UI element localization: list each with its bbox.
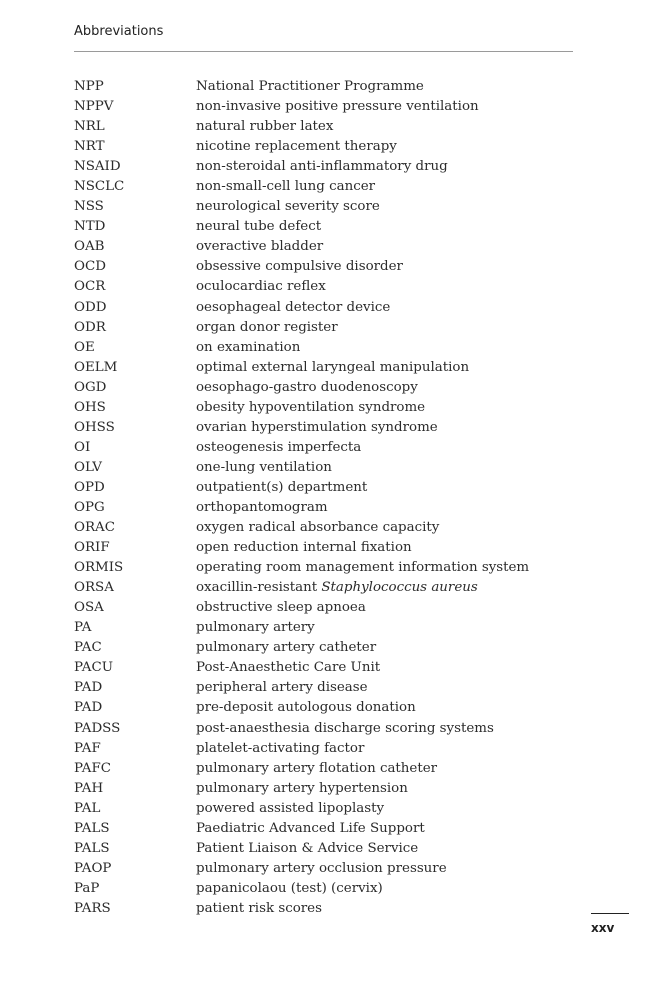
list-item <box>74 219 574 239</box>
list-item <box>74 841 574 861</box>
definition-text: oxygen radical absorbance capacity <box>196 520 440 536</box>
definition-text: pulmonary artery <box>196 620 315 636</box>
abbreviation-definition <box>196 520 439 535</box>
abbreviation-term: ODD <box>74 299 107 315</box>
list-item <box>74 340 574 360</box>
definition-text: neural tube defect <box>196 219 322 235</box>
abbreviation-term: ODR <box>74 319 106 335</box>
abbreviation-definition <box>196 400 425 415</box>
list-item <box>74 440 574 460</box>
definition-text: one-lung ventilation <box>196 459 332 475</box>
list-item <box>74 700 574 720</box>
abbreviation-term: PALS <box>74 840 110 856</box>
abbreviation-definition <box>196 119 333 134</box>
abbreviation-definition <box>196 861 447 876</box>
abbreviation-definition <box>196 259 403 274</box>
definition-text: platelet-activating factor <box>196 740 365 756</box>
abbreviation-term: OPG <box>74 499 105 515</box>
abbreviation-term: OCD <box>74 259 106 275</box>
list-item <box>74 259 574 279</box>
abbreviation-term: NPP <box>74 79 104 94</box>
list-item <box>74 620 574 640</box>
abbreviation-definition <box>196 700 416 715</box>
definition-text: operating room management information system <box>196 560 530 576</box>
definition-text: pulmonary artery occlusion pressure <box>196 860 447 876</box>
definition-text: open reduction internal fixation <box>196 540 412 556</box>
definition-text: papanicolaou (test) (cervix) <box>196 880 383 896</box>
abbreviation-term: PA <box>74 620 92 636</box>
abbreviation-term: OSA <box>74 600 104 616</box>
list-item <box>74 721 574 741</box>
abbreviation-definition <box>196 680 368 695</box>
list-item <box>74 640 574 660</box>
list-item <box>74 881 574 901</box>
list-item <box>74 821 574 841</box>
definition-text: optimal external laryngeal manipulation <box>196 359 470 375</box>
definition-text: pre-deposit autologous donation <box>196 700 416 716</box>
definition-text: oesophago-gastro duodenoscopy <box>196 379 418 395</box>
definition-text: nicotine replacement therapy <box>196 139 397 155</box>
abbreviation-definition <box>196 781 408 796</box>
definition-text: non-small-cell lung cancer <box>196 179 376 195</box>
abbreviation-term: NSCLC <box>74 179 125 195</box>
definition-text: on examination <box>196 339 301 355</box>
abbreviation-term: PAOP <box>74 860 112 876</box>
abbreviation-term: PAD <box>74 700 103 716</box>
definition-text: Patient Liaison & Advice Service <box>196 840 419 856</box>
definition-text: obstructive sleep apnoea <box>196 600 366 616</box>
abbreviation-term: OCR <box>74 279 106 295</box>
definition-text: patient risk scores <box>196 900 322 916</box>
abbreviation-term: ORIF <box>74 540 110 556</box>
list-item <box>74 901 574 921</box>
list-item <box>74 861 574 881</box>
list-item <box>74 420 574 440</box>
list-item <box>74 580 574 600</box>
abbreviation-term: OE <box>74 339 95 355</box>
abbreviation-term: PADSS <box>74 720 121 736</box>
abbreviation-term: PAH <box>74 780 104 796</box>
list-item <box>74 139 574 159</box>
abbreviation-definition <box>196 620 315 635</box>
abbreviation-definition <box>196 460 332 475</box>
abbreviation-definition <box>196 440 361 455</box>
abbreviation-term: PALS <box>74 820 110 836</box>
list-item <box>74 540 574 560</box>
folio-rule <box>591 913 629 914</box>
abbreviation-definition <box>196 721 494 736</box>
list-item <box>74 801 574 821</box>
abbreviation-definition <box>196 660 380 675</box>
abbreviation-definition <box>196 741 364 756</box>
abbreviation-term: NSAID <box>74 159 121 175</box>
list-item <box>74 781 574 801</box>
abbreviation-definition <box>196 560 529 575</box>
abbreviation-term: OAB <box>74 239 105 255</box>
abbreviation-definition <box>196 199 380 214</box>
abbreviation-definition <box>196 99 479 114</box>
definition-text: neurological severity score <box>196 199 380 215</box>
abbreviation-definition <box>196 139 397 154</box>
header-rule <box>74 51 573 52</box>
definition-text: obesity hypoventilation syndrome <box>196 399 426 415</box>
abbreviation-definition <box>196 219 321 234</box>
definition-text: orthopantomogram <box>196 499 328 515</box>
abbreviation-definition <box>196 420 438 435</box>
list-item <box>74 199 574 219</box>
abbreviation-term: PAFC <box>74 760 111 776</box>
list-item <box>74 520 574 540</box>
list-item <box>74 741 574 761</box>
definition-text: overactive bladder <box>196 239 324 255</box>
definition-text: organ donor register <box>196 319 338 335</box>
abbreviation-term: OLV <box>74 459 102 475</box>
abbreviation-term: NSS <box>74 199 104 215</box>
list-item <box>74 179 574 199</box>
definition-text: outpatient(s) department <box>196 479 368 495</box>
abbreviation-definition <box>196 540 412 555</box>
abbreviation-definition <box>196 500 328 515</box>
abbreviation-definition <box>196 79 424 94</box>
definition-text: pulmonary artery catheter <box>196 640 377 656</box>
abbreviation-definition <box>196 480 367 495</box>
definition-text: powered assisted lipoplasty <box>196 800 385 816</box>
abbreviation-term: NRL <box>74 119 105 135</box>
abbreviation-term: NPPV <box>74 99 114 115</box>
definition-text: non-steroidal anti-inflammatory drug <box>196 159 448 175</box>
abbreviation-definition <box>196 640 376 655</box>
abbreviation-definition <box>196 380 418 395</box>
definition-text: osteogenesis imperfecta <box>196 439 362 455</box>
list-item <box>74 79 574 99</box>
list-item <box>74 239 574 259</box>
abbreviation-term: ORAC <box>74 520 115 536</box>
list-item <box>74 560 574 580</box>
list-item <box>74 119 574 139</box>
abbreviation-definition <box>196 761 437 776</box>
list-item <box>74 500 574 520</box>
abbreviation-term: PAF <box>74 740 101 756</box>
list-item <box>74 380 574 400</box>
definition-text: natural rubber latex <box>196 119 334 135</box>
abbreviation-definition <box>196 179 375 194</box>
abbreviation-definition <box>196 801 384 816</box>
definition-italic-text: Staphylococcus aureus <box>321 580 478 596</box>
list-item <box>74 159 574 179</box>
abbreviation-term: OHSS <box>74 419 115 435</box>
definition-text: Paediatric Advanced Life Support <box>196 820 425 836</box>
abbreviation-definition <box>196 881 383 896</box>
abbreviation-term: NTD <box>74 219 106 235</box>
abbreviation-term: OI <box>74 439 91 455</box>
definition-text: Post-Anaesthetic Care Unit <box>196 660 381 676</box>
list-item <box>74 680 574 700</box>
abbreviation-definition <box>196 600 366 615</box>
abbreviation-definition <box>196 239 323 254</box>
definition-text: National Practitioner Programme <box>196 79 424 94</box>
list-item <box>74 279 574 299</box>
definition-text: oxacillin-resistant <box>196 580 322 596</box>
list-item <box>74 460 574 480</box>
list-item <box>74 320 574 340</box>
list-item <box>74 660 574 680</box>
definition-text: non-invasive positive pressure ventilation <box>196 99 479 115</box>
abbreviation-term: PAC <box>74 640 102 656</box>
abbreviation-term: OHS <box>74 399 106 415</box>
abbreviation-definition <box>196 360 469 375</box>
abbreviation-term: PACU <box>74 660 113 676</box>
abbreviation-term: PAL <box>74 800 101 816</box>
definition-text: oesophageal detector device <box>196 299 391 315</box>
running-head: Abbreviations <box>74 24 164 39</box>
abbreviation-term: PARS <box>74 900 111 916</box>
abbreviation-definition <box>196 340 300 355</box>
definition-text: oculocardiac reflex <box>196 279 326 295</box>
abbreviation-definition <box>196 580 478 595</box>
abbreviation-definition <box>196 159 448 174</box>
definition-text: post-anaesthesia discharge scoring systems <box>196 720 494 736</box>
list-item <box>74 300 574 320</box>
page-number: xxv <box>591 921 615 935</box>
abbreviation-list <box>74 79 574 921</box>
abbreviation-term: PAD <box>74 680 103 696</box>
list-item <box>74 99 574 119</box>
list-item <box>74 480 574 500</box>
definition-text: pulmonary artery hypertension <box>196 780 408 796</box>
abbreviation-definition <box>196 901 322 916</box>
abbreviation-term: ORMIS <box>74 560 124 576</box>
abbreviation-definition <box>196 320 338 335</box>
list-item <box>74 360 574 380</box>
abbreviation-definition <box>196 300 390 315</box>
abbreviation-term: ORSA <box>74 580 114 596</box>
definition-text: obsessive compulsive disorder <box>196 259 403 275</box>
list-item <box>74 400 574 420</box>
abbreviation-term: PaP <box>74 880 100 896</box>
abbreviation-term: NRT <box>74 139 105 155</box>
abbreviation-definition <box>196 821 425 836</box>
abbreviation-definition <box>196 841 418 856</box>
abbreviation-term: OPD <box>74 479 105 495</box>
list-item <box>74 761 574 781</box>
abbreviation-term: OELM <box>74 359 118 375</box>
definition-text: ovarian hyperstimulation syndrome <box>196 419 438 435</box>
list-item <box>74 600 574 620</box>
definition-text: pulmonary artery flotation catheter <box>196 760 438 776</box>
definition-text: peripheral artery disease <box>196 680 368 696</box>
abbreviation-definition <box>196 279 326 294</box>
abbreviation-term: OGD <box>74 379 107 395</box>
